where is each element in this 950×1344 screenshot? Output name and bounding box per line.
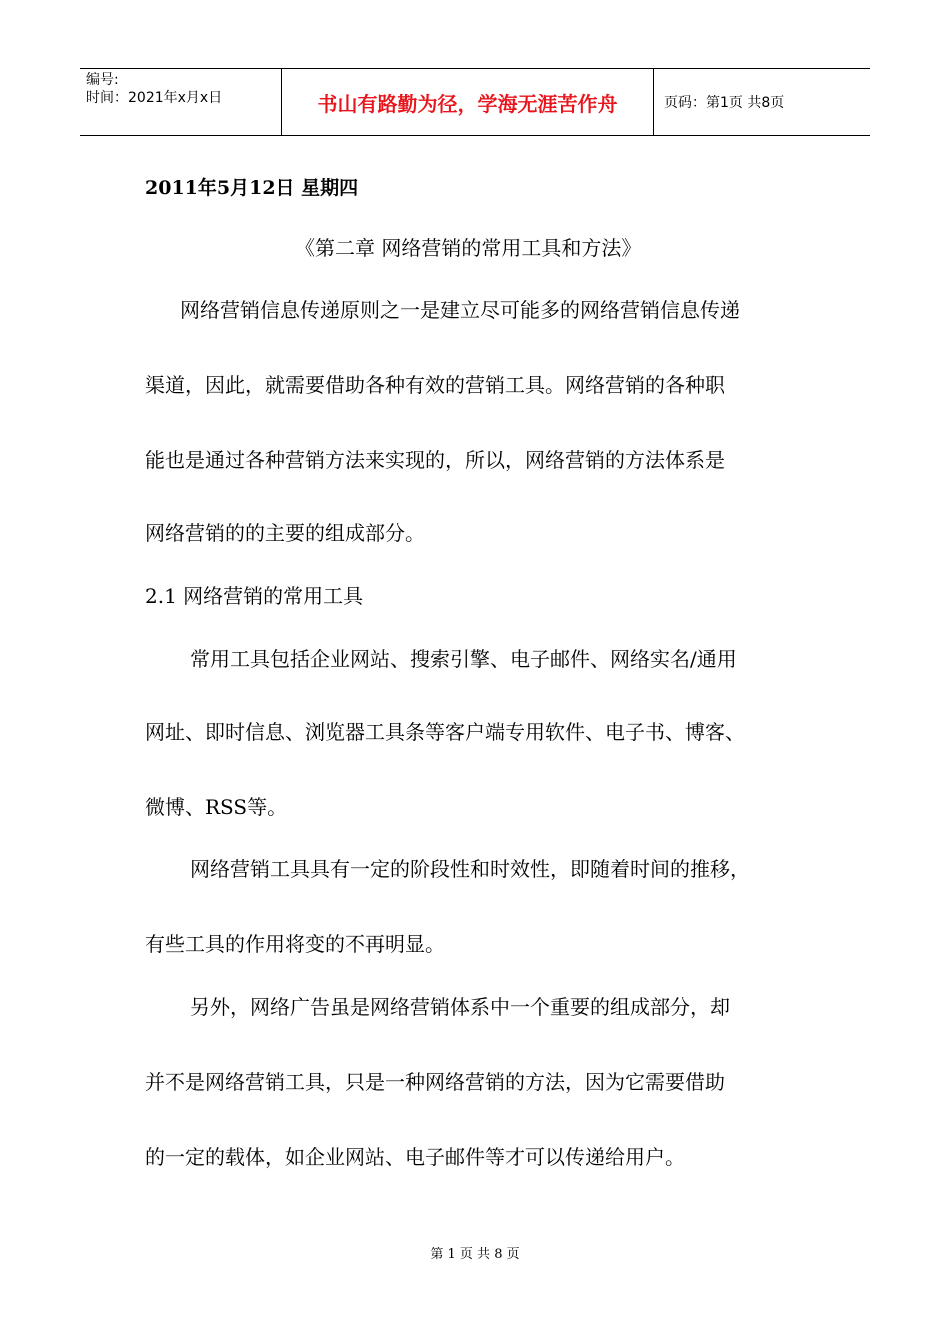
header-motto: 书山有路勤为径，学海无涯苦作舟 (282, 69, 654, 135)
document-date: 2011年5月12日 星期四 (145, 177, 359, 199)
paragraph-line: 渠道，因此，就需要借助各种有效的营销工具。网络营销的各种职 (145, 373, 725, 397)
paragraph-line: 能也是通过各种营销方法来实现的，所以，网络营销的方法体系是 (145, 448, 725, 472)
paragraph-line: 另外，网络广告虽是网络营销体系中一个重要的组成部分，却 (190, 995, 730, 1019)
paragraph-line: 并不是网络营销工具，只是一种网络营销的方法，因为它需要借助 (145, 1070, 725, 1094)
header-page-info: 页码：第1页 共8页 (664, 95, 785, 111)
document-time-label: 时间：2021年x月x日 (86, 90, 223, 106)
paragraph-line: 网络营销工具具有一定的阶段性和时效性，即随着时间的推移， (190, 857, 750, 881)
paragraph-line: 有些工具的作用将变的不再明显。 (145, 932, 445, 956)
page-header (80, 68, 870, 136)
document-number-label: 编号: (86, 72, 119, 88)
paragraph-line: 网络营销信息传递原则之一是建立尽可能多的网络营销信息传递 (180, 298, 740, 322)
paragraph-line: 的一定的载体，如企业网站、电子邮件等才可以传递给用户。 (145, 1145, 685, 1169)
paragraph-line: 网址、即时信息、浏览器工具条等客户端专用软件、电子书、博客、 (145, 720, 745, 744)
page-footer: 第 1 页 共 8 页 (430, 1247, 520, 1262)
chapter-title: 《第二章 网络营销的常用工具和方法》 (295, 236, 642, 260)
paragraph-line: 常用工具包括企业网站、搜索引擎、电子邮件、网络实名/通用 (190, 647, 737, 671)
paragraph-line: 网络营销的的主要的组成部分。 (145, 521, 425, 545)
section-heading: 2.1 网络营销的常用工具 (145, 584, 364, 608)
paragraph-line: 微博、RSS等。 (145, 795, 288, 819)
header-meta-cell (80, 69, 282, 135)
